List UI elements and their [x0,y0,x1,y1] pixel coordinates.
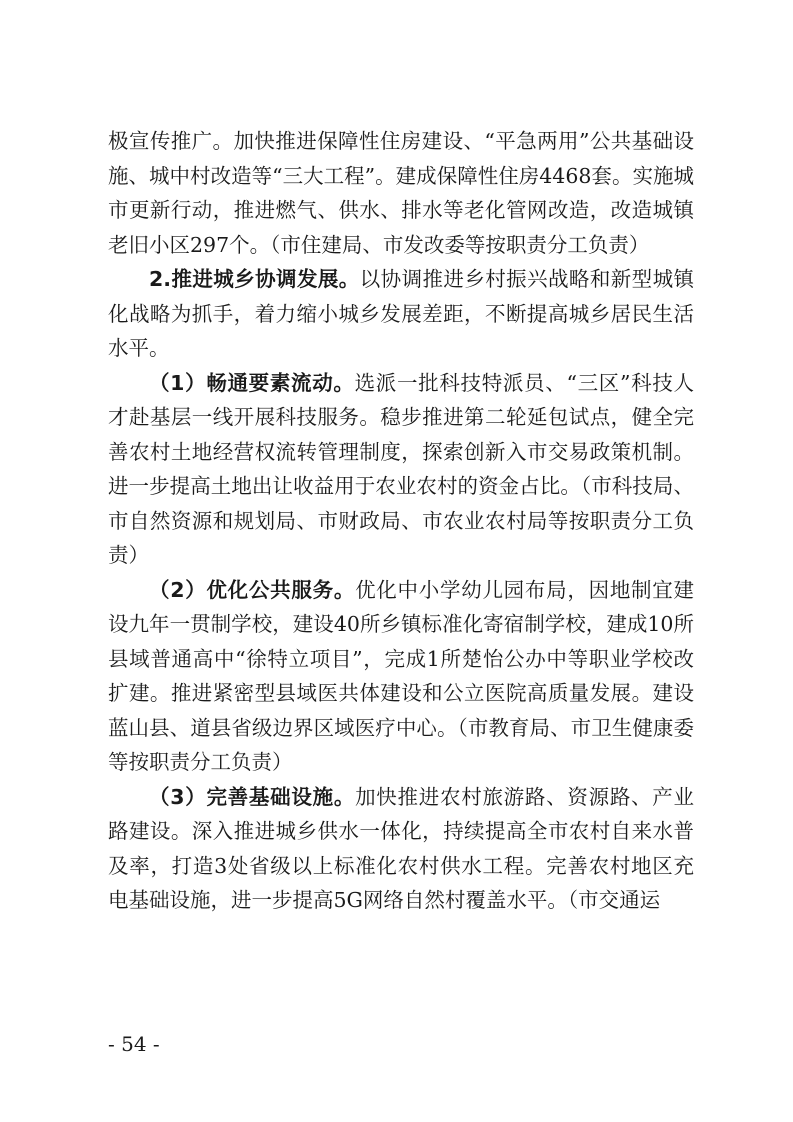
paragraph-2-heading: 2.推进城乡协调发展。 [149,267,360,291]
page-number: - 54 - [108,1032,160,1056]
document-body [108,124,694,918]
paragraph-3-text: 选派一批科技特派员、“三区”科技人才赴基层一线开展科技服务。稳步推进第二轮延包试点，健全完善农村土地经营权流转管理制度，探索创新入市交易政策机制。进一步提高土地出让收益用于农业农村的资金占比。（市科技局、市自然资源和规划局、市财政局、市农业农村局等按职责分工负责） [108,370,695,567]
paragraph-1-text: 极宣传推广。加快推进保障性住房建设、“平急两用”公共基础设施、城中村改造等“三大工程”。建成保障性住房4468套。实施城市更新行动，推进燃气、供水、排水等老化管网改造，改造城镇老旧小区297个。（市住建局、市发改委等按职责分工负责） [108,129,694,257]
paragraph-3 [108,366,694,573]
paragraph-4-text: 优化中小学幼儿园布局，因地制宜建设九年一贯制学校，建设40所乡镇标准化寄宿制学校，建成10所县域普通高中“徐特立项目”，完成1所楚怡公办中等职业学校改扩建。推进紧密型县域医共体建设和公立医院高质量发展。建设蓝山县、道县省级边界区域医疗中心。（市教育局、市卫生健康委等按职责分工负责） [108,577,695,774]
paragraph-4 [108,573,694,780]
paragraph-5-heading: （3）完善基础设施。 [149,784,356,809]
paragraph-1 [108,124,694,262]
paragraph-5-text: 加快推进农村旅游路、资源路、产业路建设。深入推进城乡供水一体化，持续提高全市农村自来水普及率，打造3处省级以上标准化农村供水工程。完善农村地区充电基础设施，进一步提高5G网络自然村覆盖水平。（市交通运 [108,784,695,912]
paragraph-3-heading: （1）畅通要素流动。 [149,370,355,395]
paragraph-2-text: 以协调推进乡村振兴战略和新型城镇化战略为抓手，着力缩小城乡发展差距，不断提高城乡居民生活水平。 [108,267,694,360]
paragraph-5 [108,780,694,918]
paragraph-2 [108,262,694,366]
paragraph-4-heading: （2）优化公共服务。 [149,577,356,602]
